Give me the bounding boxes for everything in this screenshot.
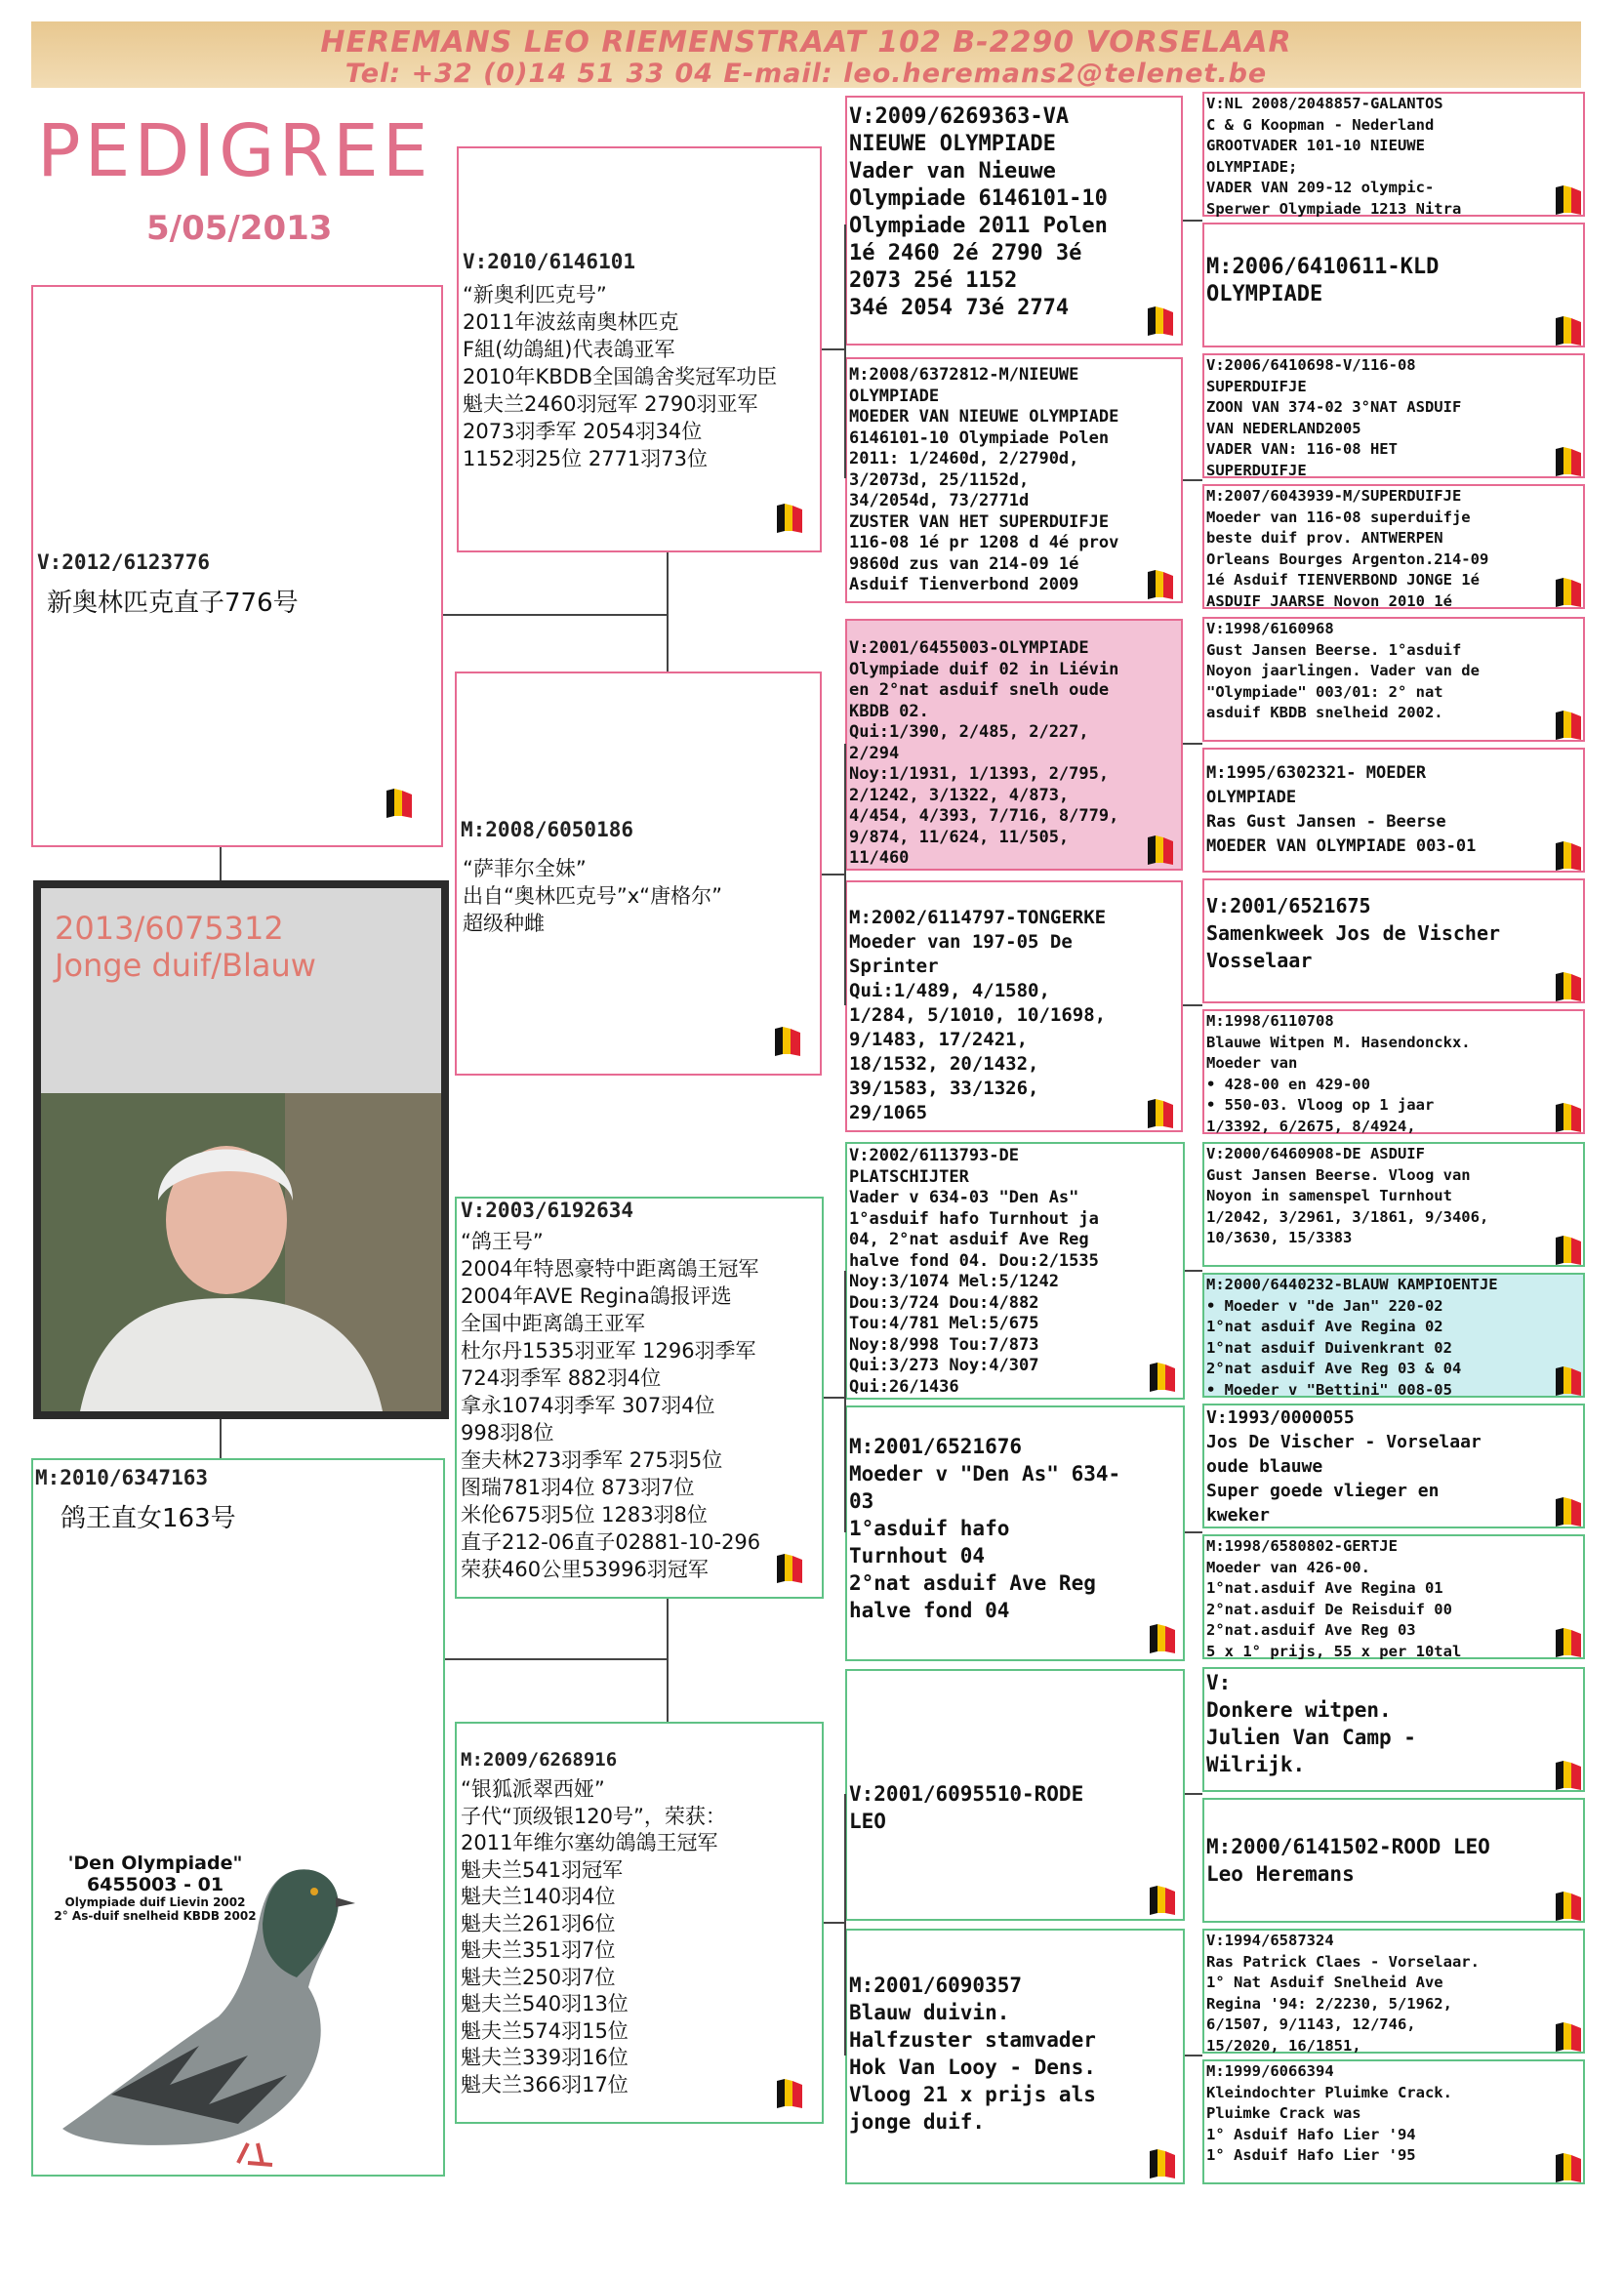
page-title: PEDIGREE: [37, 109, 432, 193]
belgian-flag-icon: [1148, 1361, 1177, 1394]
belgian-flag-icon: [1554, 1234, 1583, 1267]
gen2-ff-text: “新奥利匹克号” 2011年波兹南奥林匹克 F組(幼鴿組)代表鴿亚军 2010年KBDB全国鴿舍奖冠军功臣 魁夫兰2460羽冠军 2790羽亚军 2073羽季军 2054羽34位 1152羽25位 2771羽73位: [463, 283, 778, 470]
mother-desc: 鸽王直女163号: [61, 1504, 236, 1533]
gen4-box-3: [1202, 353, 1585, 478]
gen4-text-16: M:1999/6066394 Kleindochter Pluimke Crack. Pluimke Crack was 1° Asduif Hafo Lier '94 1° Asduif Hafo Lier '95: [1206, 2062, 1452, 2164]
father-desc: 新奥林匹克直子776号: [47, 589, 299, 618]
belgian-flag-icon: [1554, 576, 1583, 609]
belgian-flag-icon: [1148, 1622, 1177, 1655]
gen2-dam-dam: [455, 1722, 824, 2124]
header-banner: [31, 21, 1581, 88]
gen3-text-5: V:2002/6113793-DE PLATSCHIJTER Vader v 634-03 "Den As" 1°asduif hafo Turnhout ja 04, 2°nat asduif Ave Reg halve fond 04. Dou:2/1535 Noy:3/1074 Mel:5/1242 Dou:3/724 Dou:4/882 Tou:4/781 Mel:5/675 Noy:8/998 Tou:7/873 Qui:3/273 Noy:4/307 Qui:26/1436: [849, 1146, 1099, 1397]
gen3-text-8: M:2001/6090357 Blauw duivin. Halfzuster stamvader Hok Van Looy - Dens. Vloog 21 x prijs als jonge duif.: [849, 1974, 1096, 2134]
header-contact: Tel: +32 (0)14 51 33 04 E-mail: leo.heremans2@telenet.be: [345, 59, 1268, 89]
photo-ring-number: 2013/6075312: [55, 910, 284, 947]
father-box: [31, 285, 443, 847]
gen4-text-14: M:2000/6141502-ROOD LEO Leo Heremans: [1206, 1835, 1490, 1886]
gen4-text-6: M:1995/6302321- MOEDER OLYMPIADE Ras Gust Jansen - Beerse MOEDER VAN OLYMPIADE 003-01: [1206, 763, 1477, 856]
gen3-text-7: V:2001/6095510-RODE LEO: [849, 1782, 1084, 1833]
gen2-sire-sire: [457, 146, 822, 552]
belgian-flag-icon: [773, 1025, 802, 1058]
belgian-flag-icon: [385, 787, 414, 820]
pigeon-caption-line2: 2° As-duif snelheid KBDB 2002: [54, 1909, 257, 1923]
gen4-box-16: [1202, 2059, 1585, 2184]
pigeon-image: [53, 1851, 365, 2173]
gen3-box-5: [845, 1142, 1185, 1400]
belgian-flag-icon: [775, 1552, 804, 1585]
belgian-flag-icon: [1554, 839, 1583, 873]
gen2-mf-text: “鸽王号” 2004年特恩豪特中距离鴿王冠军 2004年AVE Regina鴿报评选 全国中距离鴿王亚军 杜尔丹1535羽亚军 1296羽季军 724羽季军 882羽4位 拿永1074羽季军 307羽4位 998羽8位 奎夫林273羽季军 275羽5位 图瑞781羽4位 873羽7位 米伦675羽5位 1283羽8位 直子212-06直子02881-10-296 荣获460公里53996羽冠军: [461, 1230, 761, 1581]
belgian-flag-icon: [1554, 183, 1583, 217]
gen4-box-1: [1202, 92, 1585, 217]
belgian-flag-icon: [1146, 834, 1175, 867]
gen4-text-15: V:1994/6587324 Ras Patrick Claes - Vorselaar. 1° Nat Asduif Snelheid Ave Regina '94: 2/2230, 5/1962, 6/1507, 9/1143, 12/746, 15/2020, 16/1851,: [1206, 1932, 1480, 2055]
gen4-text-4: M:2007/6043939-M/SUPERDUIFJE Moeder van 116-08 superduifje beste duif prov. ANTWERPEN Orleans Bourges Argenton.214-09 1é Asduif TIENVERBOND JONGE 1é ASDUIF JAARSE Novon 2010 1é: [1206, 487, 1489, 610]
belgian-flag-icon: [1148, 2147, 1177, 2180]
gen3-text-1: V:2009/6269363-VA NIEUWE OLYMPIADE Vader van Nieuwe Olympiade 6146101-10 Olympiade 2011 Polen 1é 2460 2é 2790 3é 2073 25é 1152 34é 2054 73é 2774: [849, 104, 1108, 320]
owner-photo: [41, 888, 441, 1411]
pigeon-photo-frame: [33, 880, 449, 1419]
person-photo-icon: [41, 1093, 441, 1411]
belgian-flag-icon: [1146, 568, 1175, 601]
header-address: HEREMANS LEO RIEMENSTRAAT 102 B-2290 VORSELAAR: [320, 25, 1292, 60]
photo-description: Jonge duif/Blauw: [55, 947, 316, 984]
gen4-box-12: [1202, 1534, 1585, 1659]
belgian-flag-icon: [1554, 314, 1583, 347]
belgian-flag-icon: [775, 502, 804, 535]
gen4-box-13: [1202, 1667, 1585, 1792]
belgian-flag-icon: [1554, 970, 1583, 1003]
gen2-mm-text: “银狐派翠西娅” 子代“顶级银120号”，荣获： 2011年维尔塞幼鴿鴿王冠军 魁夫兰541羽冠军 魁夫兰140羽4位 魁夫兰261羽6位 魁夫兰351羽7位 魁夫兰250羽7位 魁夫兰540羽13位 魁夫兰574羽15位 魁夫兰339羽16位 魁夫兰366羽17位: [461, 1777, 726, 2097]
pigeon-caption-name: 'Den Olympiade": [67, 1852, 243, 1874]
belgian-flag-icon: [1554, 445, 1583, 478]
gen4-text-11: V:1993/0000055 Jos De Vischer - Vorselaar oude blauwe Super goede vlieger en kweker: [1206, 1407, 1482, 1526]
belgian-flag-icon: [1554, 1101, 1583, 1134]
gen3-box-8: [845, 1929, 1185, 2184]
gen4-box-4: [1202, 484, 1585, 609]
gen3-box-3: [845, 619, 1183, 871]
gen4-text-12: M:1998/6580802-GERTJE Moeder van 426-00. 1°nat.asduif Ave Regina 01 2°nat.asduif De Reisduif 00 2°nat.asduif Ave Reg 03 5 x 1° prijs, 55 x per 10tal: [1206, 1537, 1462, 1660]
belgian-flag-icon: [1554, 1890, 1583, 1923]
belgian-flag-icon: [775, 2077, 804, 2110]
gen3-text-6: M:2001/6521676 Moeder v "Den As" 634- 03 1°asduif hafo Turnhout 04 2°nat asduif Ave Reg halve fond 04: [849, 1435, 1121, 1622]
gen4-box-2: [1202, 223, 1585, 347]
belgian-flag-icon: [1554, 1626, 1583, 1659]
gen3-box-1: [845, 96, 1183, 346]
pigeon-caption-line1: Olympiade duif Lievin 2002: [64, 1895, 246, 1909]
gen3-text-3: V:2001/6455003-OLYMPIADE Olympiade duif 02 in Liévin en 2°nat asduif snelh oude KBDB 02. Qui:1/390, 2/485, 2/227, 2/294 Noy:1/1931, 1/1393, 2/795, 2/1242, 3/1322, 4/873, 4/454, 4/393, 7/716, 8/779, 9/874, 11/624, 11/505, 11/460: [849, 638, 1119, 868]
gen4-box-14: [1202, 1798, 1585, 1923]
gen4-text-8: M:1998/6110708 Blauwe Witpen M. Hasendonckx. Moeder van • 428-00 en 429-00 • 550-03. Vloog op 1 jaar 1/3392, 6/2675, 8/4924,: [1206, 1012, 1471, 1135]
gen4-box-10: [1202, 1273, 1585, 1398]
father-id: V:2012/6123776: [37, 550, 211, 574]
gen4-text-10: M:2000/6440232-BLAUW KAMPIOENTJE • Moeder v "de Jan" 220-02 1°nat asduif Ave Regina 02 1°nat asduif Duivenkrant 02 2°nat asduif Ave Reg 03 & 04 • Moeder v "Bettini" 008-05: [1206, 1276, 1498, 1399]
belgian-flag-icon: [1554, 1495, 1583, 1528]
belgian-flag-icon: [1554, 2151, 1583, 2184]
pedigree-date: 5/05/2013: [146, 209, 333, 248]
gen4-text-7: V:2001/6521675 Samenkweek Jos de Vischer Vosselaar: [1206, 894, 1501, 972]
gen4-box-5: [1202, 617, 1585, 742]
gen3-text-4: M:2002/6114797-TONGERKE Moeder van 197-05 De Sprinter Qui:1/489, 4/1580, 1/284, 5/1010, 10/1698, 9/1483, 17/2421, 18/1532, 20/1432, 39/1583, 33/1326, 29/1065: [849, 907, 1107, 1123]
mother-box: [31, 1458, 445, 2177]
belgian-flag-icon: [1148, 1884, 1177, 1917]
belgian-flag-icon: [1554, 2020, 1583, 2054]
gen4-box-11: [1202, 1404, 1585, 1528]
gen3-box-7: [845, 1669, 1185, 1921]
gen2-fm-id: M:2008/6050186: [461, 818, 634, 841]
gen4-box-8: [1202, 1009, 1585, 1134]
gen2-mf-id: V:2003/6192634: [461, 1199, 634, 1222]
gen2-ff-id: V:2010/6146101: [463, 250, 636, 273]
gen2-sire-dam: [455, 672, 822, 1076]
belgian-flag-icon: [1554, 1759, 1583, 1792]
gen2-mm-id: M:2009/6268916: [461, 1749, 618, 1771]
gen4-box-6: [1202, 748, 1585, 873]
gen3-text-2: M:2008/6372812-M/NIEUWE OLYMPIADE MOEDER VAN NIEUWE OLYMPIADE 6146101-10 Olympiade Polen 2011: 1/2460d, 2/2790d, 3/2073d, 25/1152d, 34/2054d, 73/2771d ZUSTER VAN HET SUPERDUIFJE 116-08 1é pr 1208 d 4é prov 9860d zus van 214-09 1é Asduif Tienverbond 2009: [849, 365, 1119, 594]
gen2-dam-sire: [455, 1197, 824, 1599]
gen4-text-2: M:2006/6410611-KLD OLYMPIADE: [1206, 255, 1440, 306]
belgian-flag-icon: [1554, 1364, 1583, 1398]
gen4-box-7: [1202, 878, 1585, 1003]
gen4-box-15: [1202, 1929, 1585, 2054]
gen3-box-2: [845, 357, 1183, 603]
mother-id: M:2010/6347163: [35, 1466, 209, 1489]
gen4-text-9: V:2000/6460908-DE ASDUIF Gust Jansen Beerse. Vloog van Noyon in samenspel Turnhout 1/2042, 3/2961, 3/1861, 9/3406, 10/3630, 15/3383: [1206, 1145, 1489, 1246]
gen4-text-1: V:NL 2008/2048857-GALANTOS C & G Koopman - Nederland GROOTVADER 101-10 NIEUWE OLYMPIADE; VADER VAN 209-12 olympic- Sperwer Olympiade 1213 Nitra: [1206, 95, 1462, 218]
gen2-fm-text: “萨菲尔全妹” 出自“奥林匹克号”x“唐格尔” 超级种雌: [463, 857, 722, 935]
gen3-box-4: [845, 880, 1183, 1132]
belgian-flag-icon: [1146, 305, 1175, 338]
gen3-box-6: [845, 1405, 1185, 1661]
belgian-flag-icon: [1146, 1097, 1175, 1130]
gen4-text-5: V:1998/6160968 Gust Jansen Beerse. 1°asduif Noyon jaarlingen. Vader van de "Olympiade" 003/01: 2° nat asduif KBDB snelheid 2002.: [1206, 620, 1480, 721]
pigeon-caption-ring: 6455003 - 01: [86, 1874, 224, 1895]
belgian-flag-icon: [1554, 709, 1583, 742]
gen4-text-3: V:2006/6410698-V/116-08 SUPERDUIFJE ZOON VAN 374-02 3°NAT ASDUIF VAN NEDERLAND2005 VADER VAN: 116-08 HET SUPERDUIFJE: [1206, 356, 1462, 479]
gen4-box-9: [1202, 1142, 1585, 1267]
gen4-text-13: V: Donkere witpen. Julien Van Camp - Wilrijk.: [1206, 1671, 1416, 1776]
